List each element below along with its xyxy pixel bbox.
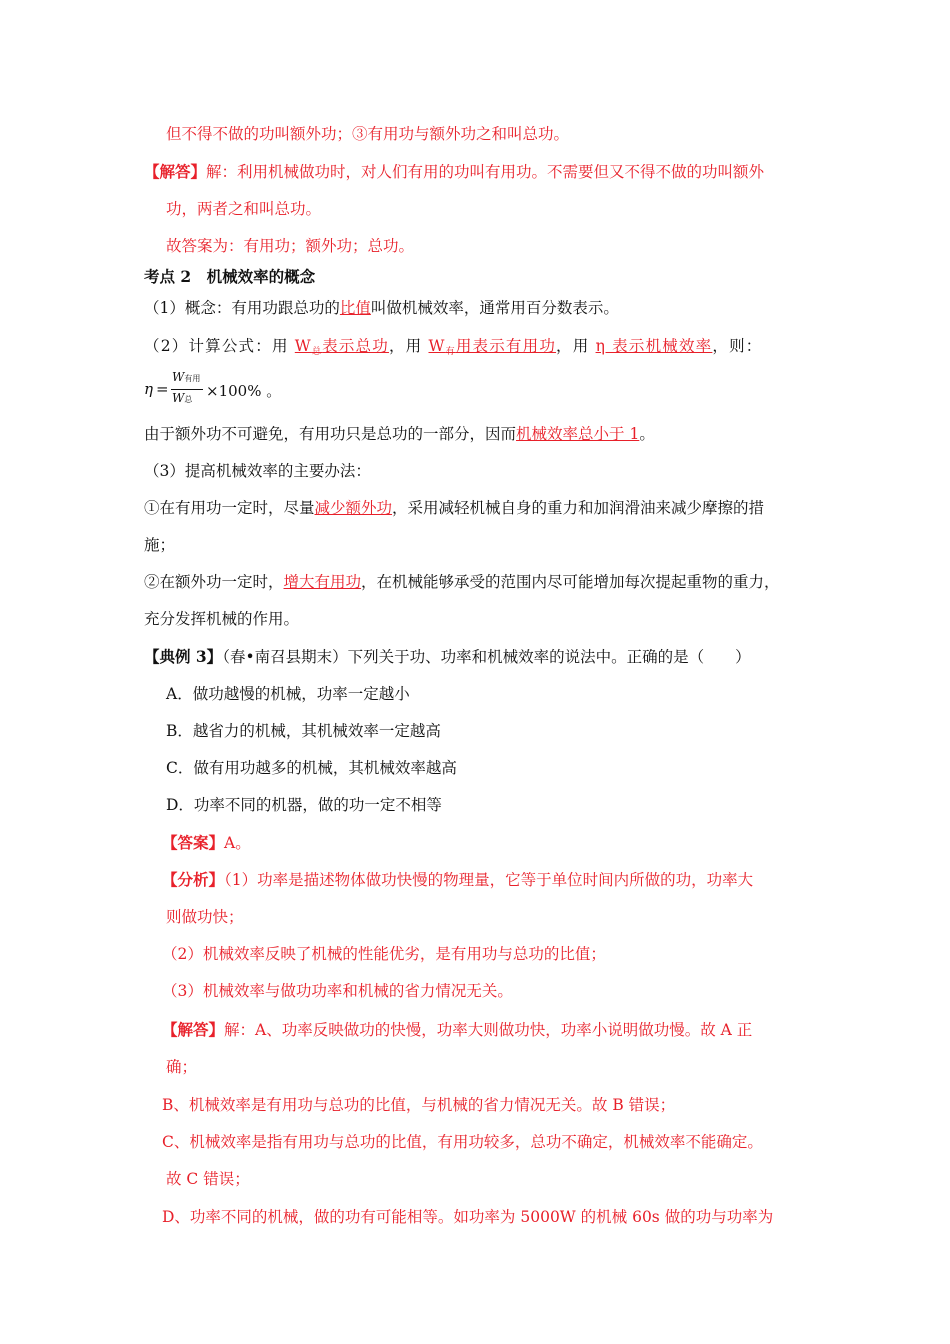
method-1-cont: 施； [144,536,176,554]
solution-answer: 故答案为：有用功；额外功；总功。 [166,237,415,255]
solution2-line-6: D、功率不同的机械，做的功有可能相等。如功率为 5000W 的机械 60s 做的功与功率为 [162,1208,774,1226]
analysis-line-3: （2）机械效率反映了机械的性能优劣，是有用功与总功的比值； [162,945,606,963]
option-c: C．做有用功越多的机械，其机械效率越高 [166,759,457,777]
method-2-cont: 充分发挥机械的作用。 [144,610,300,628]
method-2: ②在额外功一定时，增大有用功，在机械能够承受的范围内尽可能增加每次提起重物的重力， [144,573,780,591]
example-question: 【典例 3】（春•南召县期末）下列关于功、功率和机械效率的说法中。正确的是（ ） [144,647,751,666]
analysis-line-1: 【分析】（1）功率是描述物体做功快慢的物理量，它等于单位时间内所做的功，功率大 [162,870,754,889]
solution2-line-4: C、机械效率是指有用功与总功的比值，有用功较多，总功不确定，机械效率不能确定。 [162,1133,763,1151]
solution2-line-5: 故 C 错误； [166,1170,250,1188]
method-1: ①在有用功一定时，尽量减少额外功，采用减轻机械自身的重力和加润滑油来减少摩擦的措 [144,499,765,517]
analysis-line-4: （3）机械效率与做功功率和机械的省力情况无关。 [162,982,513,1000]
solution-line-1: 【解答】解：利用机械做功时，对人们有用的功叫有用功。不需要但又不得不做的功叫额外 [144,162,765,181]
efficiency-note: 由于额外功不可避免，有用功只是总功的一部分，因而机械效率总小于 1。 [144,425,655,443]
analysis-line-2: 则做功快； [166,908,244,926]
solution2-line-2: 确； [166,1058,198,1076]
option-a: A．做功越慢的机械，功率一定越小 [166,685,410,703]
line-extra-work: 但不得不做的功叫额外功；③有用功与额外功之和叫总功。 [166,125,570,143]
answer-line: 【答案】A。 [162,833,251,852]
concept-line: （1）概念：有用功跟总功的比值叫做机械效率，通常用百分数表示。 [144,299,619,317]
efficiency-formula: η = W有用 W总 ×100% 。 [144,370,282,405]
section-heading: 考点 2 机械效率的概念 [144,267,316,286]
formula-description: （2）计算公式：用 $W_总$表示总功，用 $W_有$用表示有用功，用 η 表示机械效率，则： [144,337,763,357]
option-d: D．功率不同的机器，做的功一定不相等 [166,796,442,814]
solution2-line-1: 【解答】解：A、功率反映做功的快慢，功率大则做功快，功率小说明做功慢。故 A 正 [162,1020,753,1039]
solution2-line-3: B、机械效率是有用功与总功的比值，与机械的省力情况无关。故 B 错误； [162,1096,676,1114]
methods-heading: （3）提高机械效率的主要办法： [144,462,371,480]
solution-line-2: 功，两者之和叫总功。 [166,200,322,218]
option-b: B．越省力的机械，其机械效率一定越高 [166,722,441,740]
